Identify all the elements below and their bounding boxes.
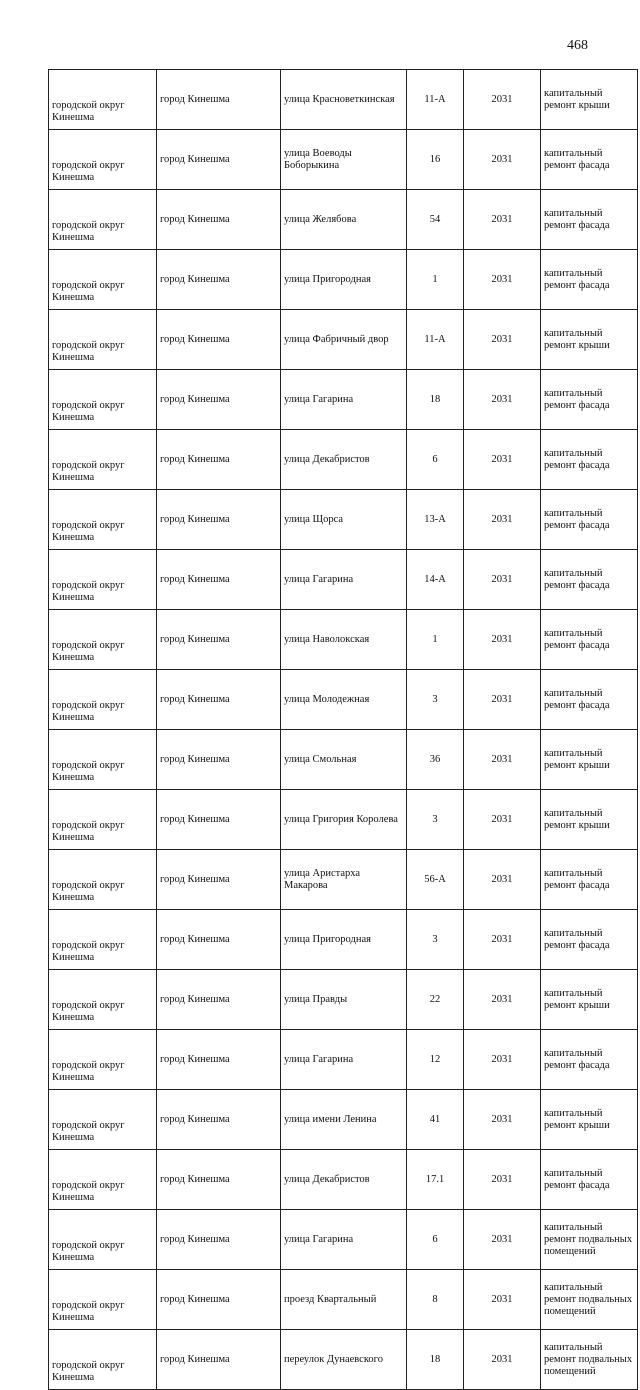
district-cell: городской округ Кинешма — [49, 250, 157, 310]
house-number-cell: 8 — [407, 1270, 464, 1330]
work-type-cell: капитальный ремонт крыши — [541, 1090, 638, 1150]
house-number-cell: 14-А — [407, 550, 464, 610]
house-number-cell: 18 — [407, 1330, 464, 1390]
table-body — [49, 70, 638, 1390]
table-row — [49, 70, 638, 130]
year-cell: 2031 — [464, 910, 541, 970]
table-row — [49, 310, 638, 370]
house-number-cell: 54 — [407, 190, 464, 250]
table-row — [49, 1210, 638, 1270]
year-cell: 2031 — [464, 130, 541, 190]
table-row — [49, 430, 638, 490]
city-cell: город Кинешма — [157, 130, 281, 190]
house-number-cell: 11-А — [407, 310, 464, 370]
work-type-cell: капитальный ремонт фасада — [541, 610, 638, 670]
work-type-cell: капитальный ремонт крыши — [541, 970, 638, 1030]
street-cell: улица Желябова — [281, 190, 407, 250]
district-cell: городской округ Кинешма — [49, 670, 157, 730]
house-number-cell: 11-А — [407, 70, 464, 130]
house-number-cell: 6 — [407, 1210, 464, 1270]
street-cell: улица Гагарина — [281, 1210, 407, 1270]
table-row — [49, 790, 638, 850]
street-cell: улица Григория Королева — [281, 790, 407, 850]
city-cell: город Кинешма — [157, 1330, 281, 1390]
city-cell: город Кинешма — [157, 1270, 281, 1330]
table-row — [49, 190, 638, 250]
year-cell: 2031 — [464, 790, 541, 850]
work-type-cell: капитальный ремонт крыши — [541, 310, 638, 370]
district-cell: городской округ Кинешма — [49, 130, 157, 190]
city-cell: город Кинешма — [157, 1150, 281, 1210]
house-number-cell: 13-А — [407, 490, 464, 550]
table-row — [49, 490, 638, 550]
year-cell: 2031 — [464, 370, 541, 430]
year-cell: 2031 — [464, 250, 541, 310]
city-cell: город Кинешма — [157, 1090, 281, 1150]
district-cell: городской округ Кинешма — [49, 850, 157, 910]
work-type-cell: капитальный ремонт фасада — [541, 1150, 638, 1210]
year-cell: 2031 — [464, 670, 541, 730]
district-cell: городской округ Кинешма — [49, 430, 157, 490]
table-row — [49, 910, 638, 970]
work-type-cell: капитальный ремонт подвальных помещений — [541, 1270, 638, 1330]
house-number-cell: 1 — [407, 610, 464, 670]
work-type-cell: капитальный ремонт фасада — [541, 850, 638, 910]
district-cell: городской округ Кинешма — [49, 190, 157, 250]
street-cell: улица Наволокская — [281, 610, 407, 670]
city-cell: город Кинешма — [157, 1030, 281, 1090]
table-row — [49, 130, 638, 190]
year-cell: 2031 — [464, 1150, 541, 1210]
district-cell: городской округ Кинешма — [49, 550, 157, 610]
street-cell: улица Щорса — [281, 490, 407, 550]
district-cell: городской округ Кинешма — [49, 70, 157, 130]
city-cell: город Кинешма — [157, 70, 281, 130]
work-type-cell: капитальный ремонт крыши — [541, 790, 638, 850]
house-number-cell: 18 — [407, 370, 464, 430]
year-cell: 2031 — [464, 1330, 541, 1390]
city-cell: город Кинешма — [157, 730, 281, 790]
city-cell: город Кинешма — [157, 670, 281, 730]
street-cell: улица имени Ленина — [281, 1090, 407, 1150]
city-cell: город Кинешма — [157, 1210, 281, 1270]
work-type-cell: капитальный ремонт крыши — [541, 730, 638, 790]
repair-schedule-table — [48, 69, 638, 1390]
city-cell: город Кинешма — [157, 970, 281, 1030]
house-number-cell: 3 — [407, 910, 464, 970]
street-cell: переулок Дунаевского — [281, 1330, 407, 1390]
street-cell: улица Молодежная — [281, 670, 407, 730]
city-cell: город Кинешма — [157, 370, 281, 430]
year-cell: 2031 — [464, 190, 541, 250]
year-cell: 2031 — [464, 430, 541, 490]
house-number-cell: 56-А — [407, 850, 464, 910]
district-cell: городской округ Кинешма — [49, 1270, 157, 1330]
street-cell: проезд Квартальный — [281, 1270, 407, 1330]
work-type-cell: капитальный ремонт фасада — [541, 430, 638, 490]
year-cell: 2031 — [464, 70, 541, 130]
district-cell: городской округ Кинешма — [49, 1330, 157, 1390]
work-type-cell: капитальный ремонт фасада — [541, 1030, 638, 1090]
house-number-cell: 41 — [407, 1090, 464, 1150]
street-cell: улица Пригородная — [281, 910, 407, 970]
year-cell: 2031 — [464, 1270, 541, 1330]
district-cell: городской округ Кинешма — [49, 910, 157, 970]
work-type-cell: капитальный ремонт фасада — [541, 370, 638, 430]
table-row — [49, 970, 638, 1030]
work-type-cell: капитальный ремонт фасада — [541, 190, 638, 250]
city-cell: город Кинешма — [157, 910, 281, 970]
year-cell: 2031 — [464, 1030, 541, 1090]
street-cell: улица Гагарина — [281, 370, 407, 430]
work-type-cell: капитальный ремонт фасада — [541, 910, 638, 970]
district-cell: городской округ Кинешма — [49, 490, 157, 550]
table-row — [49, 730, 638, 790]
table-row — [49, 610, 638, 670]
house-number-cell: 22 — [407, 970, 464, 1030]
table-row — [49, 850, 638, 910]
street-cell: улица Гагарина — [281, 550, 407, 610]
house-number-cell: 3 — [407, 790, 464, 850]
district-cell: городской округ Кинешма — [49, 370, 157, 430]
table-row — [49, 550, 638, 610]
year-cell: 2031 — [464, 310, 541, 370]
year-cell: 2031 — [464, 730, 541, 790]
work-type-cell: капитальный ремонт подвальных помещений — [541, 1210, 638, 1270]
year-cell: 2031 — [464, 1210, 541, 1270]
table-row — [49, 250, 638, 310]
table-row — [49, 1330, 638, 1390]
city-cell: город Кинешма — [157, 310, 281, 370]
city-cell: город Кинешма — [157, 490, 281, 550]
street-cell: улица Фабричный двор — [281, 310, 407, 370]
city-cell: город Кинешма — [157, 250, 281, 310]
year-cell: 2031 — [464, 850, 541, 910]
city-cell: город Кинешма — [157, 850, 281, 910]
house-number-cell: 17.1 — [407, 1150, 464, 1210]
street-cell: улица Аристарха Макарова — [281, 850, 407, 910]
year-cell: 2031 — [464, 550, 541, 610]
city-cell: город Кинешма — [157, 550, 281, 610]
year-cell: 2031 — [464, 1090, 541, 1150]
street-cell: улица Правды — [281, 970, 407, 1030]
street-cell: улица Смольная — [281, 730, 407, 790]
street-cell: улица Красноветкинская — [281, 70, 407, 130]
work-type-cell: капитальный ремонт фасада — [541, 130, 638, 190]
table-row — [49, 1030, 638, 1090]
street-cell: улица Декабристов — [281, 1150, 407, 1210]
work-type-cell: капитальный ремонт фасада — [541, 670, 638, 730]
table-row — [49, 1090, 638, 1150]
year-cell: 2031 — [464, 610, 541, 670]
table-row — [49, 670, 638, 730]
work-type-cell: капитальный ремонт фасада — [541, 550, 638, 610]
table-row — [49, 1270, 638, 1330]
city-cell: город Кинешма — [157, 190, 281, 250]
table-row — [49, 370, 638, 430]
work-type-cell: капитальный ремонт фасада — [541, 250, 638, 310]
district-cell: городской округ Кинешма — [49, 310, 157, 370]
year-cell: 2031 — [464, 970, 541, 1030]
house-number-cell: 12 — [407, 1030, 464, 1090]
street-cell: улица Гагарина — [281, 1030, 407, 1090]
city-cell: город Кинешма — [157, 430, 281, 490]
table-row — [49, 1150, 638, 1210]
district-cell: городской округ Кинешма — [49, 730, 157, 790]
district-cell: городской округ Кинешма — [49, 1150, 157, 1210]
house-number-cell: 6 — [407, 430, 464, 490]
work-type-cell: капитальный ремонт крыши — [541, 70, 638, 130]
page-number: 468 — [567, 38, 588, 53]
district-cell: городской округ Кинешма — [49, 1090, 157, 1150]
district-cell: городской округ Кинешма — [49, 970, 157, 1030]
city-cell: город Кинешма — [157, 610, 281, 670]
house-number-cell: 36 — [407, 730, 464, 790]
house-number-cell: 16 — [407, 130, 464, 190]
street-cell: улица Воеводы Боборыкина — [281, 130, 407, 190]
district-cell: городской округ Кинешма — [49, 1030, 157, 1090]
house-number-cell: 1 — [407, 250, 464, 310]
house-number-cell: 3 — [407, 670, 464, 730]
district-cell: городской округ Кинешма — [49, 790, 157, 850]
street-cell: улица Пригородная — [281, 250, 407, 310]
year-cell: 2031 — [464, 490, 541, 550]
district-cell: городской округ Кинешма — [49, 1210, 157, 1270]
work-type-cell: капитальный ремонт фасада — [541, 490, 638, 550]
city-cell: город Кинешма — [157, 790, 281, 850]
street-cell: улица Декабристов — [281, 430, 407, 490]
work-type-cell: капитальный ремонт подвальных помещений — [541, 1330, 638, 1390]
district-cell: городской округ Кинешма — [49, 610, 157, 670]
